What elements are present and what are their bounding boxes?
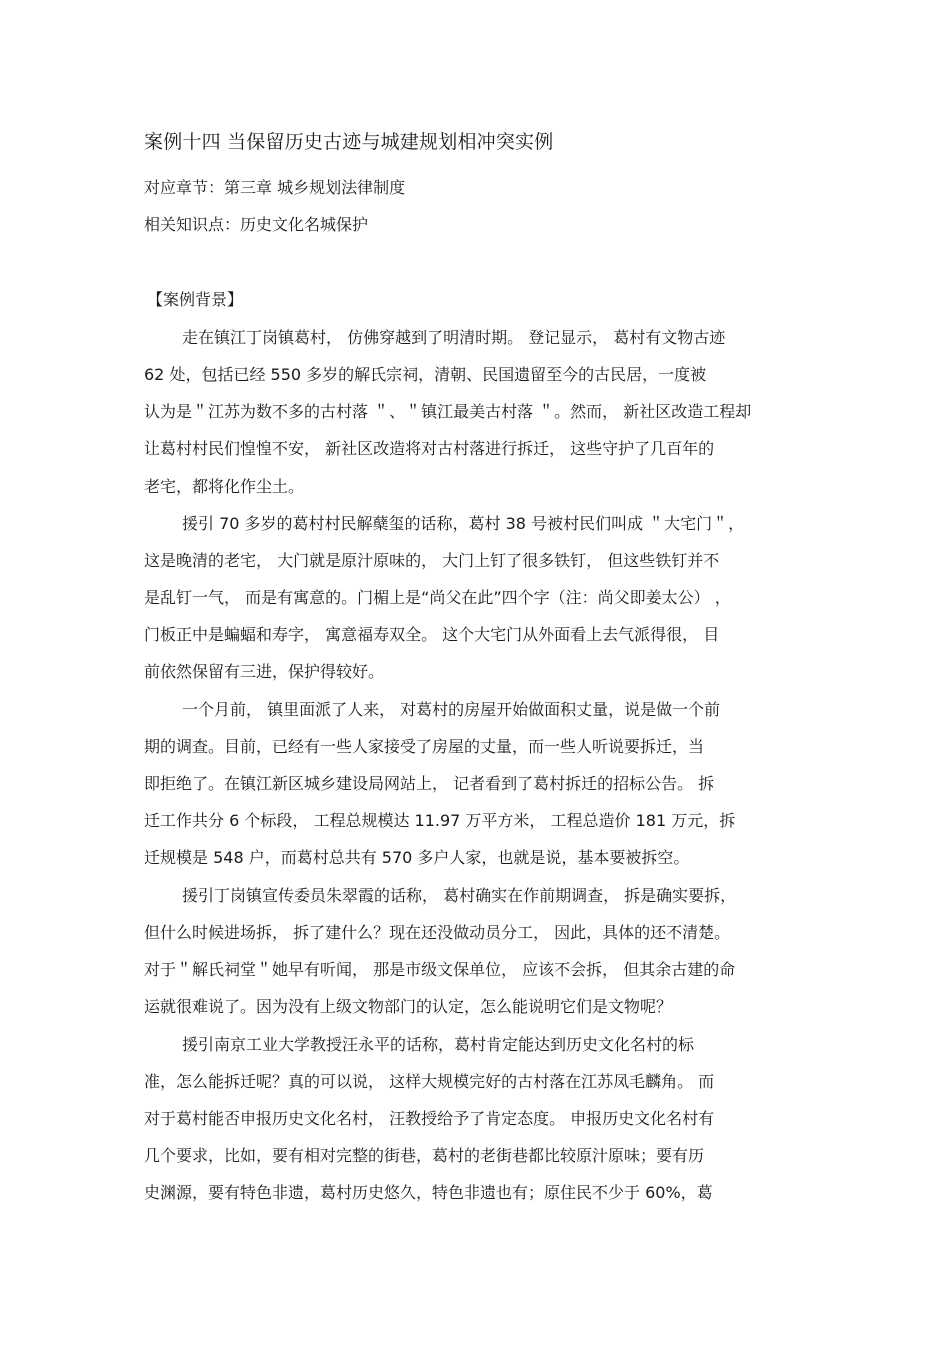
paragraph-line: 走在镇江丁岗镇葛村， 仿佛穿越到了明清时期。 登记显示， 葛村有文物古迹 [182,328,726,347]
paragraph-line: 一个月前， 镇里面派了人来， 对葛村的房屋开始做面积丈量，说是做一个前 [182,700,721,719]
paragraph-line: 援引南京工业大学教授汪永平的话称，葛村肯定能达到历史文化名村的标 [182,1035,695,1054]
paragraph-line: 对于＂解氏祠堂＂她早有听闻， 那是市级文保单位， 应该不会拆， 但其余古建的命 [144,960,736,979]
paragraph-line: 即拒绝了。在镇江新区城乡建设局网站上， 记者看到了葛村拆迁的招标公告。 拆 [144,774,715,793]
paragraph-line: 老宅，都将化作尘土。 [144,477,305,496]
paragraph-line: 这是晚清的老宅， 大门就是原汁原味的， 大门上钉了很多铁钉， 但这些铁钉并不 [144,551,720,570]
paragraph-line: 认为是＂江苏为数不多的古村落 ＂、＂镇江最美古村落 ＂。然而， 新社区改造工程却 [144,402,752,421]
paragraph-line: 几个要求，比如，要有相对完整的街巷，葛村的老街巷都比较原汁原味；要有历 [144,1146,705,1165]
paragraph-line: 但什么时候进场拆， 拆了建什么？现在还没做动员分工， 因此，具体的还不清楚。 [144,923,731,942]
section-heading: 【案例背景】 [147,290,244,309]
paragraph-line: 援引丁岗镇宣传委员朱翠霞的话称， 葛村确实在作前期调查， 拆是确实要拆， [182,886,737,905]
paragraph-line: 对于葛村能否申报历史文化名村， 汪教授给予了肯定态度。 申报历史文化名村有 [144,1109,715,1128]
paragraph-line: 运就很难说了。因为没有上级文物部门的认定，怎么能说明它们是文物呢？ [144,997,673,1016]
paragraph-line: 援引 70 多岁的葛村村民解蘖玺的话称，葛村 38 号被村民们叫成 ＂大宅门＂， [182,514,745,533]
paragraph-line: 史渊源，要有特色非遗，葛村历史悠久，特色非遗也有；原住民不少于 60%，葛 [144,1183,713,1202]
paragraph-line: 62 处，包括已经 550 多岁的解氏宗祠，清朝、民国遗留至今的古民居，一度被 [144,365,707,384]
paragraph-line: 期的调查。目前，已经有一些人家接受了房屋的丈量，而一些人听说要拆迁，当 [144,737,705,756]
paragraph-line: 迁规模是 548 户，而葛村总共有 570 多户人家，也就是说，基本要被拆空。 [144,848,690,867]
paragraph-line: 让葛村村民们惶惶不安， 新社区改造将对古村落进行拆迁， 这些守护了几百年的 [144,439,715,458]
paragraph-line: 门板正中是蝙蝠和寿字， 寓意福寿双全。 这个大宅门从外面看上去气派得很， 目 [144,625,720,644]
paragraph-line: 是乱钉一气， 而是有寓意的。门楣上是“尚父在此”四个字（注：尚父即姜太公） ， [144,588,731,607]
paragraph-line: 前依然保留有三进，保护得较好。 [144,662,385,681]
knowledge-point-line: 相关知识点：历史文化名城保护 [144,215,369,234]
case-title: 案例十四 当保留历史古迹与城建规划相冲突实例 [144,131,554,153]
paragraph-line: 准，怎么能拆迁呢？真的可以说， 这样大规模完好的古村落在江苏凤毛麟角。 而 [144,1072,715,1091]
paragraph-line: 迁工作共分 6 个标段， 工程总规模达 11.97 万平方米， 工程总造价 181 万元，拆 [144,811,736,830]
chapter-line: 对应章节：第三章 城乡规划法律制度 [144,178,406,197]
